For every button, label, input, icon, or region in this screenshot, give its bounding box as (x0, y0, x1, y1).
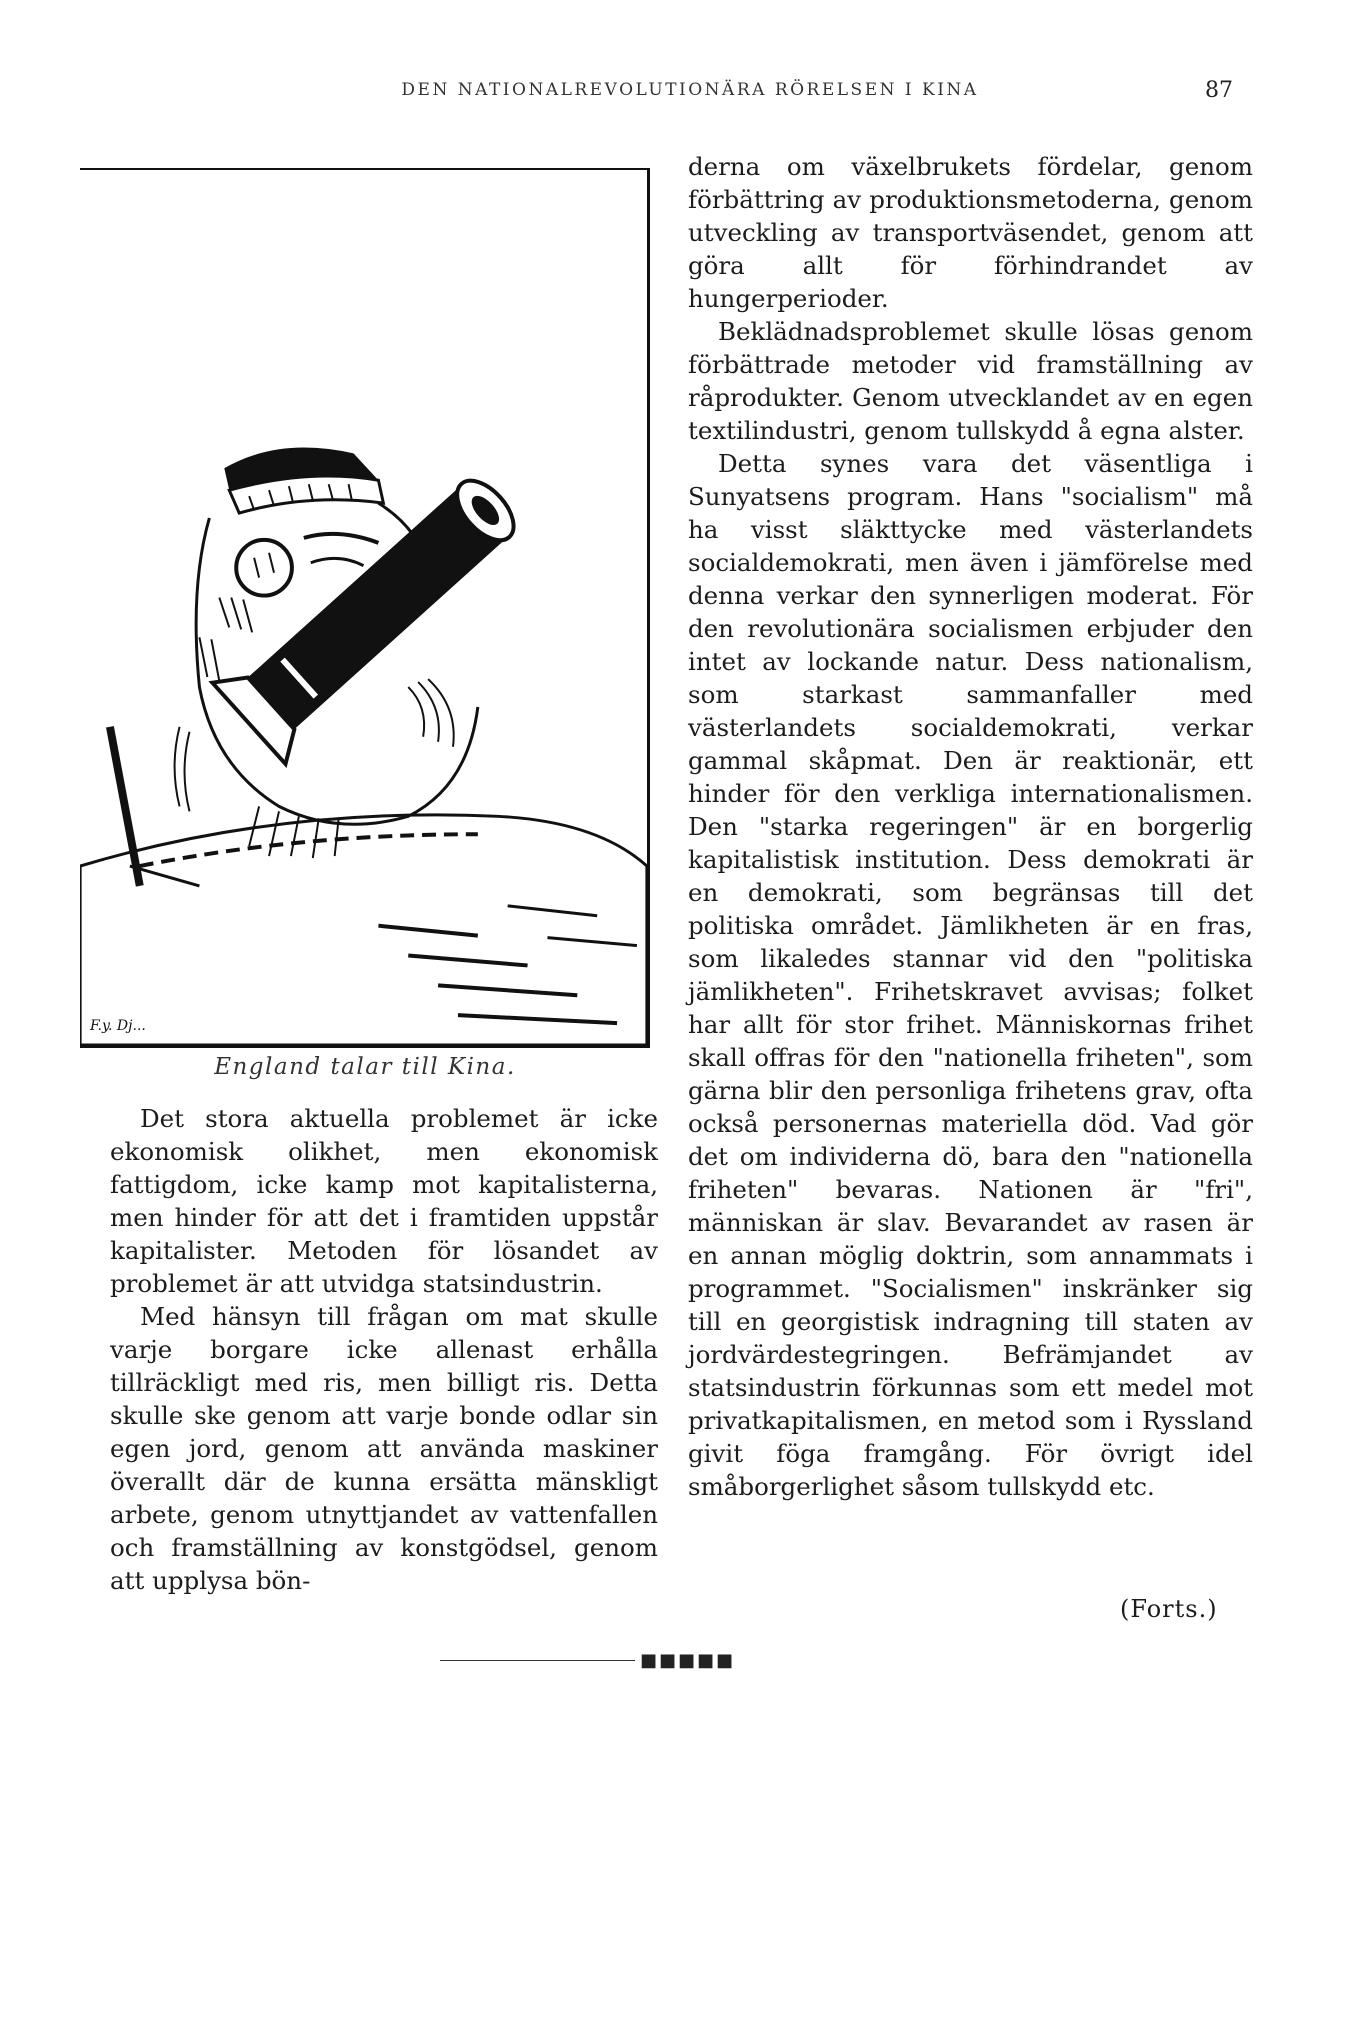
page-number: 87 (1205, 78, 1233, 103)
paragraph: derna om växelbrukets fördelar, genom förbättring av produktionsmetoderna, genom utveckling av transportväsendet, genom att göra allt för förhindrandet av hungerperioder. (688, 152, 1253, 313)
paragraph: Det stora aktuella problemet är icke ekonomisk olikhet, men ekonomisk fattigdom, icke kamp mot kapitalisterna, men hinder för att det i framtiden uppstår kapitalister. Metoden för lösandet av problemet är att utvidga statsindustrin. (110, 1104, 658, 1298)
left-column (110, 1102, 658, 1597)
section-divider (440, 1660, 635, 1661)
continued-note: (Forts.) (1120, 1595, 1218, 1623)
figure-caption: England talar till Kina. (214, 1054, 516, 1080)
cartoon-illustration (80, 168, 650, 1048)
divider-ornament: ■■■■■ (640, 1650, 736, 1671)
running-header: DEN NATIONALREVOLUTIONÄRA RÖRELSEN I KINA (401, 80, 979, 100)
paragraph: Detta synes vara det väsentliga i Sunyatsens program. Hans "socialism" må ha visst släkttycke med västerlandets socialdemokrati, men även i jämförelse med denna verkar den synnerligen moderat. För den revolutionära socialismen erbjuder den intet av lockande natur. Dess nationalism, som starkast sammanfaller med västerlandets socialdemokrati, verkar gammal skåpmat. Den är reaktionär, ett hinder för den verkliga internationalismen. Den "starka regeringen" är en borgerlig kapitalistisk institution. Dess demokrati är en demokrati, som begränsas till det politiska området. Jämlikheten är en fras, som likaledes stannar vid den "politiska jämlikheten". Frihetskravet avvisas; folket har allt för stor frihet. Människornas frihet skall offras för den "nationella friheten", som gärna blir den personliga frihetens grav, ofta också personernas materiella död. Vad gör det om individerna dö, bara den "nationella friheten" bevaras. Nationen är "fri", människan är slav. Bevarandet av rasen är en annan möglig doktrin, som annammats i programmet. "Socialismen" inskränker sig till en georgistisk indragning till staten av jordvärdestegringen. Befrämjandet av statsindustrin förkunnas som ett medel mot privatkapitalismen, en metod som i Ryssland givit föga framgång. För övrigt idel småborgerlighet såsom tullskydd etc. (688, 449, 1253, 1501)
artist-signature: F.y. Dj... (90, 1018, 146, 1034)
paragraph: Med hänsyn till frågan om mat skulle varje borgare icke allenast erhålla tillräckligt med ris, men billigt ris. Detta skulle ske genom att varje bonde odlar sin egen jord, genom att använda maskiner överallt där de kunna ersätta mänskligt arbete, genom utnyttjandet av vattenfallen och framställning av konstgödsel, genom att upplysa bön- (110, 1302, 658, 1595)
right-column (688, 150, 1253, 1503)
paragraph: Beklädnadsproblemet skulle lösas genom förbättrade metoder vid framställning av råprodukter. Genom utvecklandet av en egen textilindustri, genom tullskydd å egna alster. (688, 317, 1253, 445)
cartoon-drawing (80, 170, 647, 1045)
